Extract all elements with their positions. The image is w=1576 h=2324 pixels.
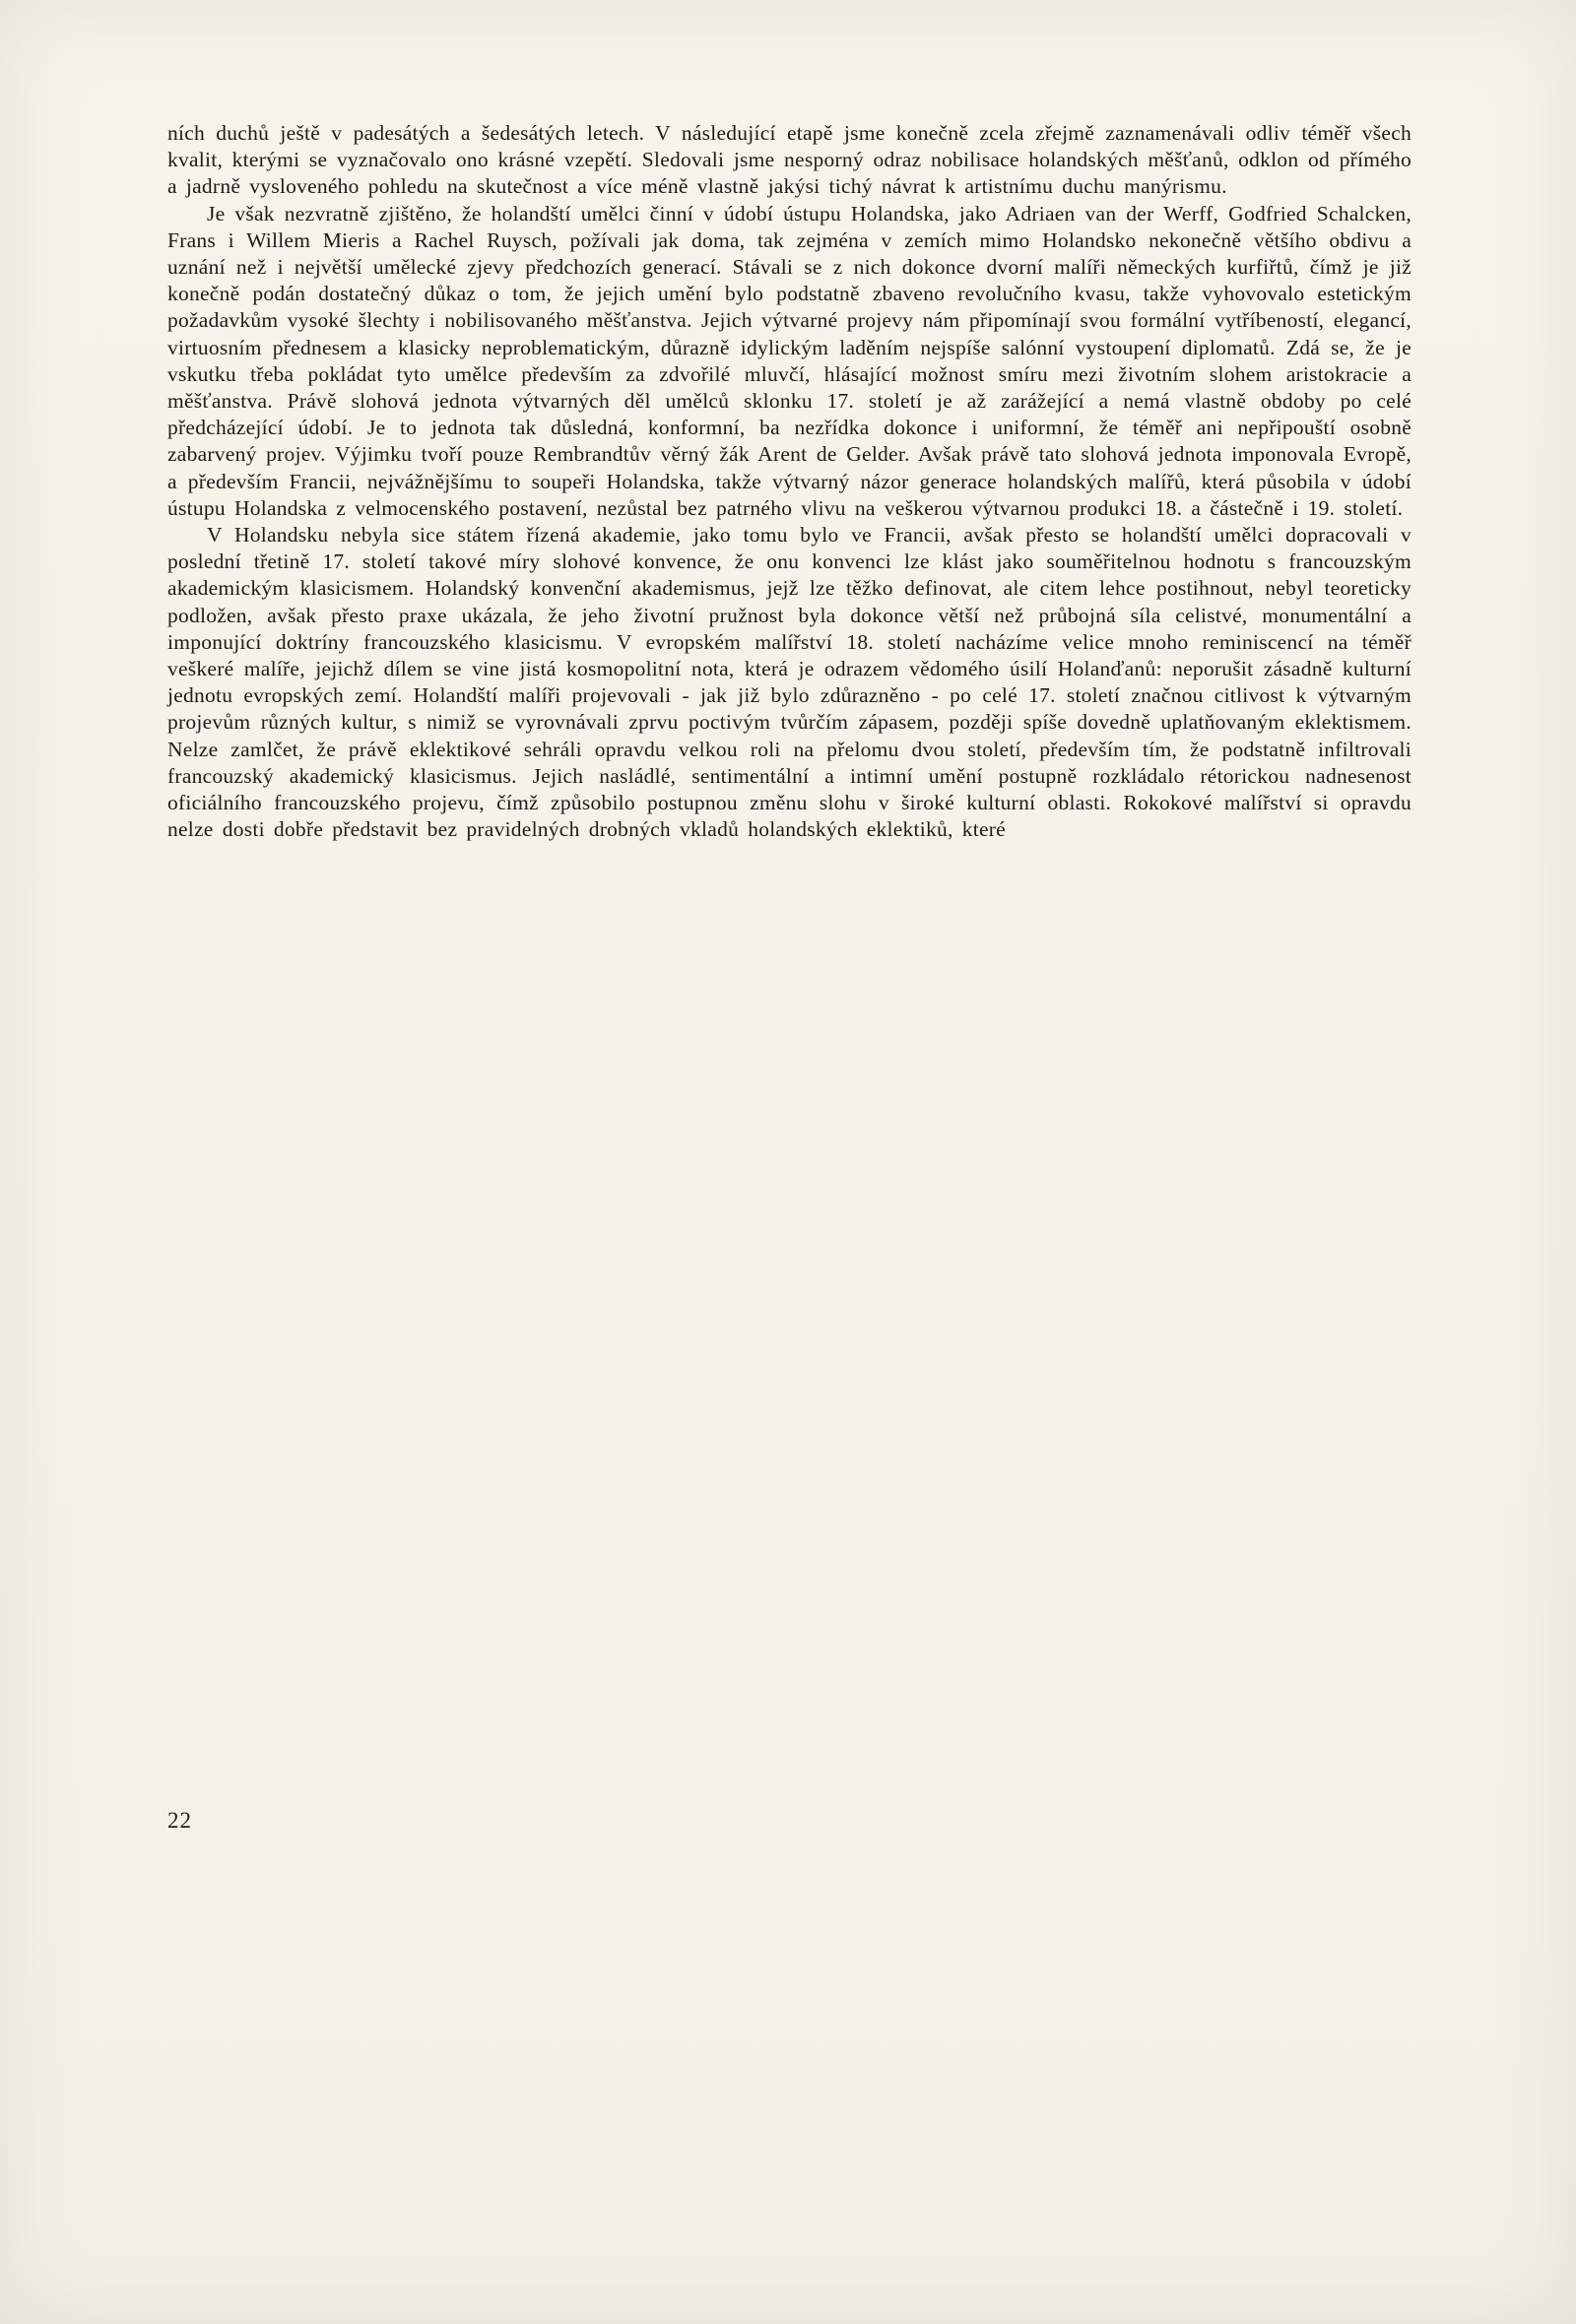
body-text-block xyxy=(167,120,1412,843)
paragraph: V Holandsku nebyla sice státem řízená akademie, jako tomu bylo ve Francii, avšak přesto se holandští umělci dopracovali v poslední třetině 17. století takové míry slohové konvence, že onu konvenci lze klást jako souměřitelnou hodnotu s francouzským akademickým klasicismem. Holandský konvenční akademismus, jejž lze těžko definovat, ale citem lehce postihnout, nebyl teoreticky podložen, avšak přesto praxe ukázala, že jeho životní pružnost byla dokonce větší než průbojná síla celistvé, monumentální a imponující doktríny francouzského klasicismu. V evropském malířství 18. století nacházíme velice mnoho reminiscencí na téměř veškeré malíře, jejichž dílem se vine jistá kosmopolitní nota, která je odrazem vědomého úsilí Holanďanů: neporušit zásadně kulturní jednotu evropských zemí. Holandští malíři projevovali - jak již bylo zdůrazněno - po celé 17. století značnou citlivost k výtvarným projevům různých kultur, s nimiž se vyrovnávali zprvu poctivým tvůrčím zápasem, později spíše dovedně uplatňovaným eklektismem. Nelze zamlčet, že právě eklektikové sehráli opravdu velkou roli na přelomu dvou století, především tím, že podstatně infiltrovali francouzský akademický klasicismus. Jejich nasládlé, sentimentální a intimní umění postupně rozkládalo rétorickou nadnesenost oficiálního francouzského projevu, čímž způsobilo postupnou změnu slohu v široké kulturní oblasti. Rokokové malířství si opravdu nelze dosti dobře představit bez pravidelných drobných vkladů holandských eklektiků, které xyxy=(167,523,1412,842)
page-number: 22 xyxy=(167,1808,192,1833)
paragraph-continuation: ních duchů ještě v padesátých a šedesátých letech. V následující etapě jsme konečně zcela zřejmě zaznamenávali odliv téměř všech kvalit, kterými se vyznačovalo ono krásné vzepětí. Sledovali jsme nesporný odraz nobilisace holandských měšťanů, odklon od přímého a jadrně vysloveného pohledu na skutečnost a více méně vlastně jakýsi tichý návrat k artistnímu duchu manýrismu. xyxy=(167,121,1412,199)
paragraph: Je však nezvratně zjištěno, že holandští umělci činní v údobí ústupu Holandska, jako Adriaen van der Werff, Godfried Schalcken, Frans i Willem Mieris a Rachel Ruysch, požívali jak doma, tak zejména v zemích mimo Holandsko nekonečně většího obdivu a uznání než i největší umělecké zjevy předchozích generací. Stávali se z nich dokonce dvorní malíři německých kurfiřtů, čímž je již konečně podán dostatečný důkaz o tom, že jejich umění bylo podstatně zbaveno revolučního kvasu, takže vyhovovalo estetickým požadavkům vysoké šlechty i nobilisovaného měšťanstva. Jejich výtvarné projevy nám připomínají svou formální vytříbeností, elegancí, virtuosním přednesem a klasicky neproblematickým, důrazně idylickým laděním nejspíše salónní vystoupení diplomatů. Zdá se, že je vskutku třeba pokládat tyto umělce především za zdvořilé mluvčí, hlásající možnost smíru mezi životním slohem aristokracie a měšťanstva. Právě slohová jednota výtvarných děl umělců sklonku 17. století je až zarážející a nemá vlastně obdoby po celé předcházející údobí. Je to jednota tak důsledná, konformní, ba nezřídka dokonce i uniformní, že téměř ani nepřipouští osobně zabarvený projev. Výjimku tvoří pouze Rembrandtův věrný žák Arent de Gelder. Avšak právě tato slohová jednota imponovala Evropě, a především Francii, nejvážnějšímu to soupeři Holandska, takže výtvarný názor generace holandských malířů, která působila v údobí ústupu Holandska z velmocenského postavení, nezůstal bez patrného vlivu na veškerou výtvarnou produkci 18. a částečně i 19. století. xyxy=(167,201,1412,520)
